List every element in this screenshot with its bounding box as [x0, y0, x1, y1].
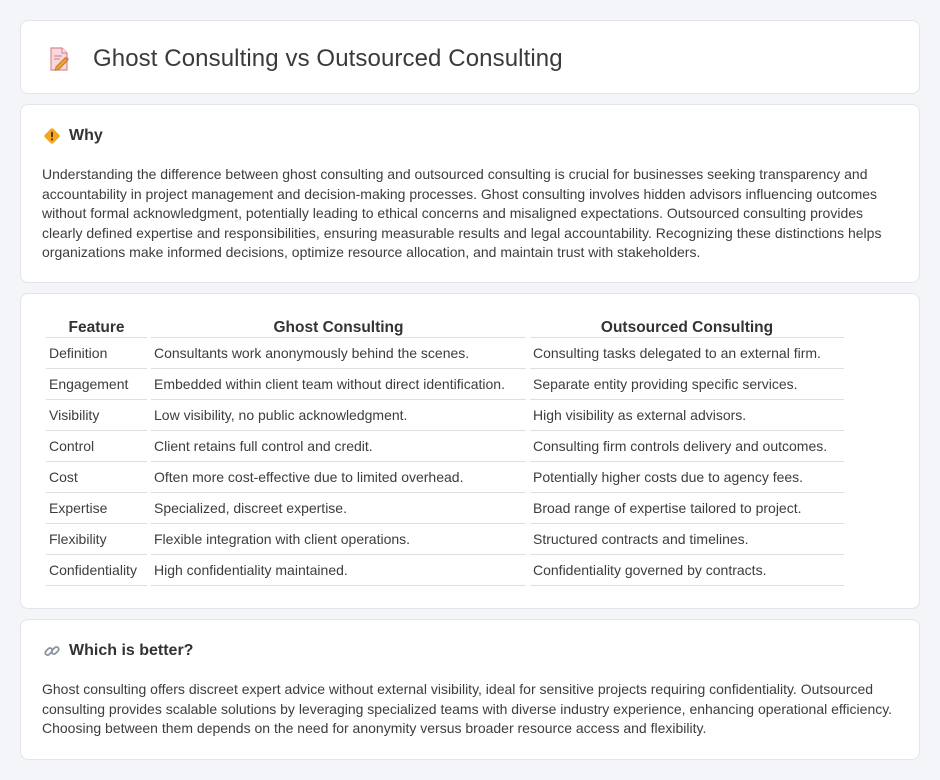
feature-cell: Flexibility	[46, 524, 147, 555]
outsourced-cell: Consulting tasks delegated to an external firm.	[530, 338, 844, 369]
table-row	[46, 369, 844, 400]
outsourced-cell: Structured contracts and timelines.	[530, 524, 844, 555]
feature-cell: Confidentiality	[46, 555, 147, 586]
ghost-cell: Specialized, discreet expertise.	[151, 493, 526, 524]
table-row	[46, 493, 844, 524]
table-header-row	[46, 316, 844, 338]
comparison-table	[42, 316, 848, 586]
feature-cell: Visibility	[46, 400, 147, 431]
ghost-cell: Low visibility, no public acknowledgment.	[151, 400, 526, 431]
ghost-cell: Consultants work anonymously behind the scenes.	[151, 338, 526, 369]
table-row	[46, 431, 844, 462]
why-section	[20, 104, 920, 283]
table-row	[46, 400, 844, 431]
why-heading: Why	[69, 127, 103, 144]
warning-diamond-icon	[43, 127, 61, 145]
table-row	[46, 338, 844, 369]
feature-cell: Control	[46, 431, 147, 462]
table-row	[46, 555, 844, 586]
header-outsourced-consulting: Outsourced Consulting	[530, 316, 844, 338]
better-header	[43, 642, 193, 660]
feature-cell: Expertise	[46, 493, 147, 524]
feature-cell: Engagement	[46, 369, 147, 400]
title-card	[20, 20, 920, 94]
ghost-cell: Flexible integration with client operations.	[151, 524, 526, 555]
ghost-cell: Client retains full control and credit.	[151, 431, 526, 462]
which-is-better-section	[20, 619, 920, 760]
document-edit-icon	[45, 45, 73, 73]
better-heading: Which is better?	[69, 642, 194, 659]
outsourced-cell: Separate entity providing specific services.	[530, 369, 844, 400]
header-feature: Feature	[46, 316, 147, 338]
feature-cell: Definition	[46, 338, 147, 369]
ghost-cell: Often more cost-effective due to limited overhead.	[151, 462, 526, 493]
comparison-section	[20, 293, 920, 609]
table-row	[46, 524, 844, 555]
better-text: Ghost consulting offers discreet expert advice without external visibility, ideal for sensitive projects requiring confidentiality. Outsourced consulting provides scalable solutions by leveraging specialized teams with diverse industry experience, enhancing operational efficiency. Choosing between them depends on the need for anonymity versus broader resource access and flexibility.	[42, 681, 893, 736]
link-icon	[43, 642, 61, 660]
ghost-cell: High confidentiality maintained.	[151, 555, 526, 586]
table-row	[46, 462, 844, 493]
header-ghost-consulting: Ghost Consulting	[151, 316, 526, 338]
ghost-cell: Embedded within client team without direct identification.	[151, 369, 526, 400]
outsourced-cell: Broad range of expertise tailored to project.	[530, 493, 844, 524]
page-title: Ghost Consulting vs Outsourced Consulting	[93, 45, 563, 72]
feature-cell: Cost	[46, 462, 147, 493]
outsourced-cell: Potentially higher costs due to agency fees.	[530, 462, 844, 493]
why-text: Understanding the difference between ghost consulting and outsourced consulting is crucial for businesses seeking transparency and accountability in project management and decision-making processes. Ghost consulting involves hidden advisors influencing outcomes without formal acknowledgment, potentially leading to ethical concerns and misaligned expectations. Outsourced consulting provides clearly defined expertise and responsibilities, ensuring measurable results and legal accountability. Recognizing these distinctions helps organizations make informed decisions, optimize resource allocation, and maintain trust with stakeholders.	[42, 166, 882, 260]
title-row	[45, 45, 563, 73]
outsourced-cell: Consulting firm controls delivery and outcomes.	[530, 431, 844, 462]
why-header	[43, 127, 103, 145]
outsourced-cell: Confidentiality governed by contracts.	[530, 555, 844, 586]
outsourced-cell: High visibility as external advisors.	[530, 400, 844, 431]
